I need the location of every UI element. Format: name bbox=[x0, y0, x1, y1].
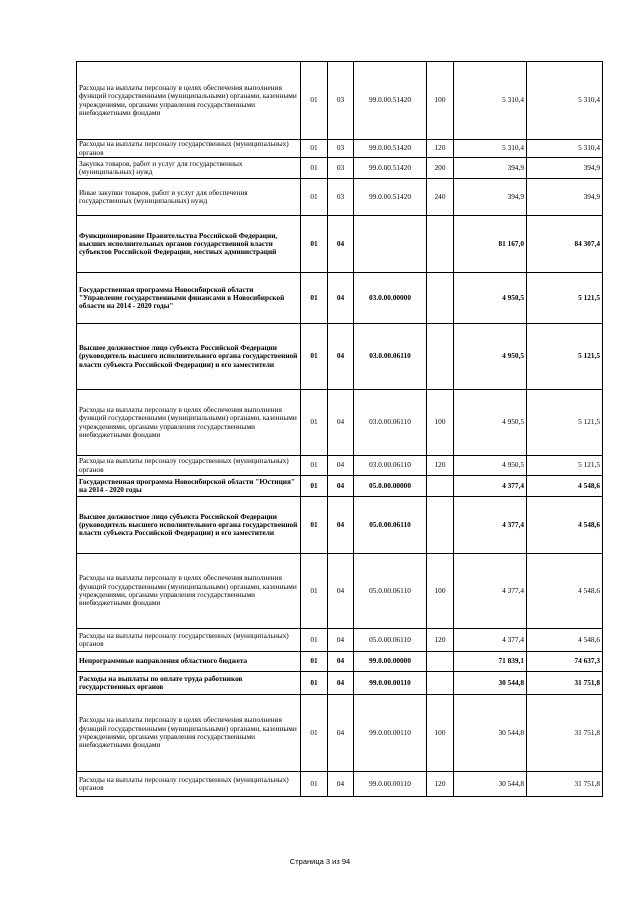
cell-target-article: 99.0.00.51420 bbox=[354, 158, 427, 179]
cell-expense-type: 120 bbox=[427, 140, 454, 158]
cell-target-article: 99.0.00.00110 bbox=[354, 672, 427, 695]
cell-expense-type: 100 bbox=[427, 62, 454, 140]
cell-target-article: 05.0.00.06110 bbox=[354, 629, 427, 652]
cell-section: 01 bbox=[301, 476, 328, 497]
cell-expense-type bbox=[427, 273, 454, 324]
page-number: Страница 3 из 94 bbox=[289, 857, 351, 866]
table-row bbox=[77, 273, 603, 324]
cell-section: 01 bbox=[301, 497, 328, 554]
cell-section: 01 bbox=[301, 216, 328, 273]
cell-name: Расходы на выплаты персоналу государственных (муниципальных) органов bbox=[77, 456, 301, 476]
table-row bbox=[77, 456, 603, 476]
cell-section: 01 bbox=[301, 390, 328, 456]
budget-table bbox=[76, 61, 603, 797]
cell-expense-type bbox=[427, 672, 454, 695]
cell-amount-year1: 394,9 bbox=[454, 158, 527, 179]
cell-amount-year1: 4 377,4 bbox=[454, 476, 527, 497]
cell-section: 01 bbox=[301, 324, 328, 390]
cell-name: Расходы на выплаты персоналу государственных (муниципальных) органов bbox=[77, 140, 301, 158]
cell-amount-year1: 4 377,4 bbox=[454, 497, 527, 554]
cell-target-article: 03.0.00.00000 bbox=[354, 273, 427, 324]
cell-section: 01 bbox=[301, 772, 328, 797]
cell-amount-year1: 81 167,0 bbox=[454, 216, 527, 273]
cell-subsection: 03 bbox=[328, 140, 354, 158]
cell-name: Иные закупки товаров, работ и услуг для обеспечения государственных (муниципальных) нужд bbox=[77, 179, 301, 216]
cell-amount-year2: 394,9 bbox=[527, 179, 603, 216]
cell-amount-year1: 4 950,5 bbox=[454, 324, 527, 390]
cell-subsection: 04 bbox=[328, 390, 354, 456]
cell-section: 01 bbox=[301, 672, 328, 695]
cell-expense-type bbox=[427, 497, 454, 554]
cell-subsection: 04 bbox=[328, 456, 354, 476]
cell-amount-year1: 5 310,4 bbox=[454, 62, 527, 140]
cell-amount-year2: 31 751,8 bbox=[527, 695, 603, 772]
cell-name: Высшее должностное лицо субъекта Российской Федерации (руководитель высшего исполнительного органа государственной власти субъекта Российской Федерации) и его заместители bbox=[77, 324, 301, 390]
cell-section: 01 bbox=[301, 695, 328, 772]
cell-amount-year1: 394,9 bbox=[454, 179, 527, 216]
cell-subsection: 03 bbox=[328, 179, 354, 216]
cell-amount-year2: 5 121,5 bbox=[527, 390, 603, 456]
cell-amount-year1: 4 950,5 bbox=[454, 390, 527, 456]
cell-amount-year1: 4 950,5 bbox=[454, 273, 527, 324]
table-row bbox=[77, 179, 603, 216]
cell-subsection: 04 bbox=[328, 324, 354, 390]
table-row bbox=[77, 772, 603, 797]
cell-amount-year1: 30 544,8 bbox=[454, 672, 527, 695]
cell-name: Функционирование Правительства Российской Федерации, высших исполнительных органов государственной власти субъектов Российской Федерации, местных администраций bbox=[77, 216, 301, 273]
cell-expense-type: 100 bbox=[427, 695, 454, 772]
cell-target-article: 99.0.00.00110 bbox=[354, 772, 427, 797]
cell-name: Расходы на выплаты по оплате труда работников государственных органов bbox=[77, 672, 301, 695]
cell-amount-year2: 4 548,6 bbox=[527, 497, 603, 554]
cell-expense-type: 120 bbox=[427, 456, 454, 476]
cell-section: 01 bbox=[301, 652, 328, 672]
cell-target-article: 05.0.00.06110 bbox=[354, 497, 427, 554]
cell-amount-year2: 5 310,4 bbox=[527, 62, 603, 140]
table-row bbox=[77, 672, 603, 695]
cell-amount-year2: 31 751,8 bbox=[527, 672, 603, 695]
cell-name: Расходы на выплаты персоналу государственных (муниципальных) органов bbox=[77, 629, 301, 652]
cell-amount-year2: 31 751,8 bbox=[527, 772, 603, 797]
table-row bbox=[77, 554, 603, 629]
cell-expense-type: 120 bbox=[427, 772, 454, 797]
cell-name: Непрограммные направления областного бюджета bbox=[77, 652, 301, 672]
table-row bbox=[77, 324, 603, 390]
cell-target-article: 05.0.00.06110 bbox=[354, 554, 427, 629]
cell-amount-year2: 74 637,3 bbox=[527, 652, 603, 672]
cell-amount-year2: 5 310,4 bbox=[527, 140, 603, 158]
cell-section: 01 bbox=[301, 456, 328, 476]
table-row bbox=[77, 695, 603, 772]
cell-target-article: 05.0.00.00000 bbox=[354, 476, 427, 497]
cell-name: Высшее должностное лицо субъекта Российской Федерации (руководитель высшего исполнительного органа государственной власти субъекта Российской Федерации) и его заместители bbox=[77, 497, 301, 554]
cell-expense-type bbox=[427, 476, 454, 497]
cell-section: 01 bbox=[301, 273, 328, 324]
cell-subsection: 04 bbox=[328, 273, 354, 324]
budget-table-body bbox=[77, 62, 603, 797]
cell-subsection: 04 bbox=[328, 772, 354, 797]
table-row bbox=[77, 629, 603, 652]
cell-expense-type: 240 bbox=[427, 179, 454, 216]
cell-target-article: 03.0.00.06110 bbox=[354, 390, 427, 456]
cell-subsection: 04 bbox=[328, 629, 354, 652]
cell-target-article: 03.0.00.06110 bbox=[354, 324, 427, 390]
cell-section: 01 bbox=[301, 158, 328, 179]
cell-amount-year2: 394,9 bbox=[527, 158, 603, 179]
cell-amount-year2: 5 121,5 bbox=[527, 273, 603, 324]
cell-name: Закупка товаров, работ и услуг для государственных (муниципальных) нужд bbox=[77, 158, 301, 179]
cell-amount-year2: 5 121,5 bbox=[527, 456, 603, 476]
table-row bbox=[77, 62, 603, 140]
cell-amount-year2: 4 548,6 bbox=[527, 554, 603, 629]
cell-section: 01 bbox=[301, 140, 328, 158]
cell-amount-year1: 30 544,8 bbox=[454, 772, 527, 797]
cell-amount-year1: 71 839,1 bbox=[454, 652, 527, 672]
cell-target-article bbox=[354, 216, 427, 273]
cell-name: Расходы на выплаты персоналу в целях обеспечения выполнения функций государственными (муниципальными) органами, казенными учреждениями, органами управления государственными внебюджетными фондами bbox=[77, 62, 301, 140]
cell-amount-year1: 4 950,5 bbox=[454, 456, 527, 476]
cell-expense-type: 200 bbox=[427, 158, 454, 179]
cell-amount-year2: 84 307,4 bbox=[527, 216, 603, 273]
cell-name: Расходы на выплаты персоналу в целях обеспечения выполнения функций государственными (муниципальными) органами, казенными учреждениями, органами управления государственными внебюджетными фондами bbox=[77, 554, 301, 629]
cell-amount-year1: 30 544,8 bbox=[454, 695, 527, 772]
cell-amount-year1: 4 377,4 bbox=[454, 554, 527, 629]
cell-amount-year2: 4 548,6 bbox=[527, 629, 603, 652]
table-row bbox=[77, 652, 603, 672]
cell-name: Расходы на выплаты персоналу в целях обеспечения выполнения функций государственными (муниципальными) органами, казенными учреждениями, органами управления государственными внебюджетными фондами bbox=[77, 695, 301, 772]
cell-subsection: 04 bbox=[328, 497, 354, 554]
cell-subsection: 04 bbox=[328, 476, 354, 497]
cell-target-article: 99.0.00.00000 bbox=[354, 652, 427, 672]
cell-expense-type: 100 bbox=[427, 554, 454, 629]
cell-section: 01 bbox=[301, 554, 328, 629]
cell-amount-year1: 5 310,4 bbox=[454, 140, 527, 158]
cell-subsection: 04 bbox=[328, 672, 354, 695]
cell-section: 01 bbox=[301, 179, 328, 216]
cell-section: 01 bbox=[301, 629, 328, 652]
cell-expense-type bbox=[427, 324, 454, 390]
cell-target-article: 99.0.00.00110 bbox=[354, 695, 427, 772]
cell-subsection: 04 bbox=[328, 652, 354, 672]
cell-subsection: 03 bbox=[328, 158, 354, 179]
table-row bbox=[77, 140, 603, 158]
cell-expense-type bbox=[427, 216, 454, 273]
table-row bbox=[77, 476, 603, 497]
cell-expense-type: 100 bbox=[427, 390, 454, 456]
cell-name: Расходы на выплаты персоналу в целях обеспечения выполнения функций государственными (муниципальными) органами, казенными учреждениями, органами управления государственными внебюджетными фондами bbox=[77, 390, 301, 456]
cell-amount-year2: 4 548,6 bbox=[527, 476, 603, 497]
cell-target-article: 03.0.00.06110 bbox=[354, 456, 427, 476]
cell-name: Государственная программа Новосибирской области "Юстиция" на 2014 - 2020 годы bbox=[77, 476, 301, 497]
cell-name: Расходы на выплаты персоналу государственных (муниципальных) органов bbox=[77, 772, 301, 797]
cell-subsection: 04 bbox=[328, 695, 354, 772]
cell-amount-year2: 5 121,5 bbox=[527, 324, 603, 390]
table-row bbox=[77, 497, 603, 554]
cell-expense-type bbox=[427, 652, 454, 672]
table-row bbox=[77, 158, 603, 179]
cell-name: Государственная программа Новосибирской области "Управление государственными финансами в Новосибирской области на 2014 - 2020 годы" bbox=[77, 273, 301, 324]
table-row bbox=[77, 390, 603, 456]
cell-target-article: 99.0.00.51420 bbox=[354, 140, 427, 158]
cell-subsection: 04 bbox=[328, 554, 354, 629]
cell-subsection: 04 bbox=[328, 216, 354, 273]
cell-amount-year1: 4 377,4 bbox=[454, 629, 527, 652]
cell-section: 01 bbox=[301, 62, 328, 140]
cell-target-article: 99.0.00.51420 bbox=[354, 179, 427, 216]
cell-subsection: 03 bbox=[328, 62, 354, 140]
table-row bbox=[77, 216, 603, 273]
cell-target-article: 99.0.00.51420 bbox=[354, 62, 427, 140]
cell-expense-type: 120 bbox=[427, 629, 454, 652]
